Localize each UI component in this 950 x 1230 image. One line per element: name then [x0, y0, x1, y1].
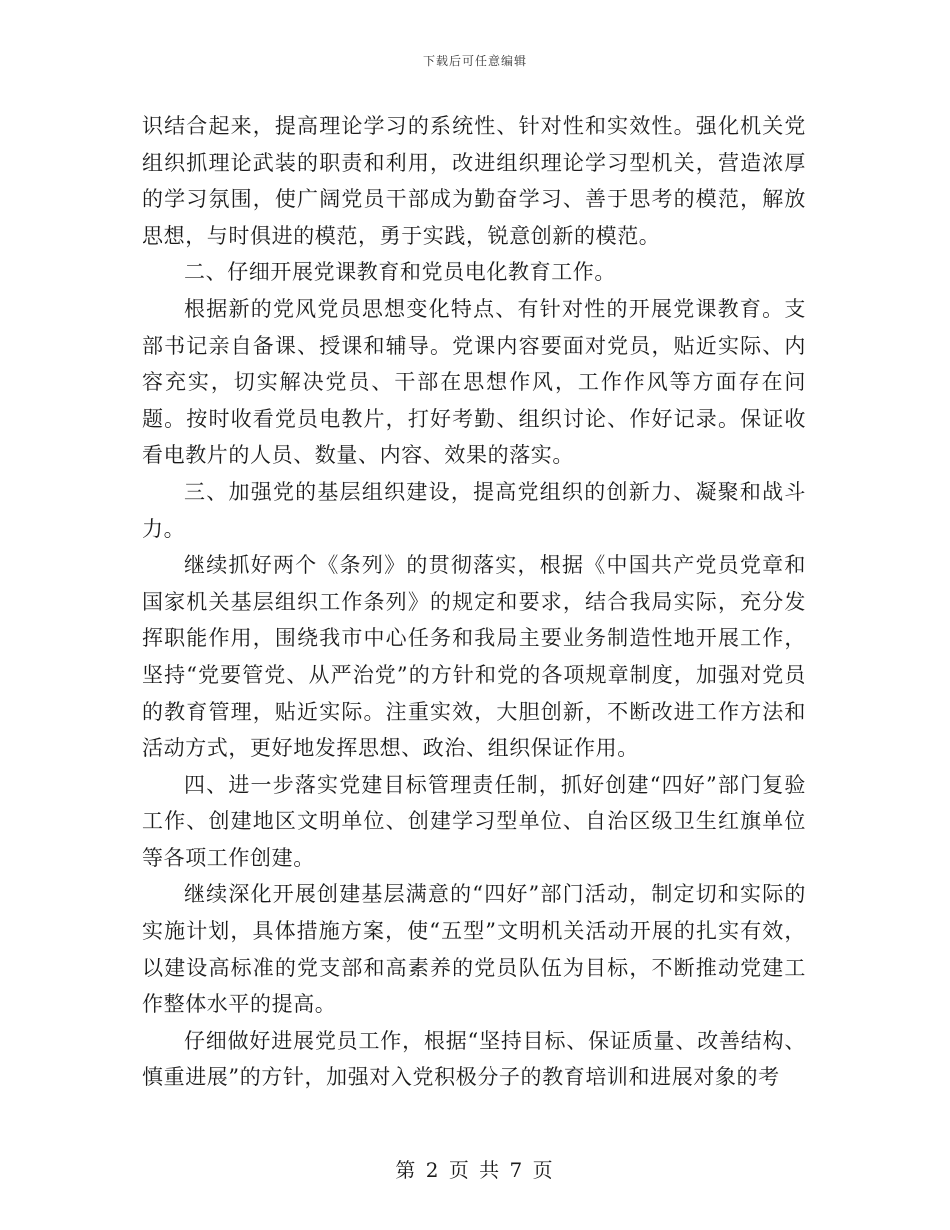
page-header-note: 下载后可任意编辑: [422, 54, 527, 68]
section-heading-2: 二、仔细开展党课教育和党员电化教育工作。: [184, 260, 616, 285]
paragraph-continuation: 识结合起来，提高理论学习的系统性、针对性和实效性。强化机关党组织抓理论武装的职责和利用，改进组织理论学习型机关，营造浓厚的学习氛围，使广阔党员干部成为勤奋学习、善于思考的模范，解放思想，与时俱进的模范，勇于实践，锐意创新的模范。: [142, 114, 806, 248]
page-number: 第 2 页 共 7 页: [395, 1158, 555, 1182]
paragraph-four-good: 继续深化开展创建基层满意的“四好”部门活动，制定切和实际的实施计划，具体措施方案，使“五型”文明机关活动开展的扎实有效，以建设高标准的党支部和高素养的党员队伍为目标，不断推动党建工作整体水平的提高。: [142, 882, 806, 1017]
paragraph-member-development: 仔细做好进展党员工作，根据“坚持目标、保证质量、改善结构、慎重进展”的方针，加强对入党积极分子的教育培训和进展对象的考: [142, 1028, 806, 1090]
paragraph-party-lessons: 根据新的党风党员思想变化特点、有针对性的开展党课教育。支部书记亲自备课、授课和辅导。党课内容要面对党员，贴近实际、内容充实，切实解决党员、干部在思想作风，工作作风等方面存在问题。按时收看党员电教片，打好考勤、组织讨论、作好记录。保证收看电教片的人员、数量、内容、效果的落实。: [142, 296, 806, 468]
paragraph-regulations: 继续抓好两个《条列》的贯彻落实，根据《中国共产党员党章和国家机关基层组织工作条列》的规定和要求，结合我局实际，充分发挥职能作用，围绕我市中心任务和我局主要业务制造性地开展工作，坚持“党要管党、从严治党”的方针和党的各项规章制度，加强对党员的教育管理，贴近实际。注重实效，大胆创新，不断改进工作方法和活动方式，更好地发挥思想、政治、组织保证作用。: [142, 553, 806, 761]
section-heading-4: 四、进一步落实党建目标管理责任制，抓好创建“四好”部门复验工作、创建地区文明单位、创建学习型单位、自治区级卫生红旗单位等各项工作创建。: [142, 772, 806, 870]
document-body: [142, 108, 806, 1096]
section-heading-3: 三、加强党的基层组织建设，提高党组织的创新力、凝聚和战斗力。: [142, 479, 806, 541]
